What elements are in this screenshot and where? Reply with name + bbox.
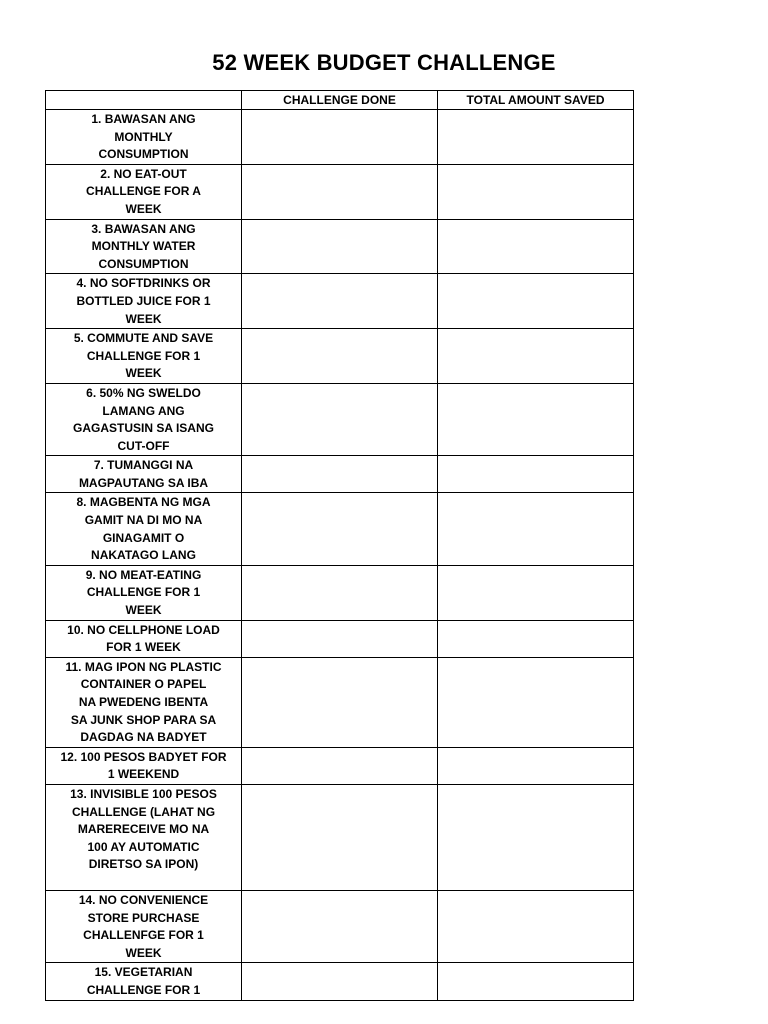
amount-saved-cell[interactable] (438, 219, 634, 274)
amount-saved-cell[interactable] (438, 963, 634, 1000)
amount-saved-cell[interactable] (438, 657, 634, 747)
table-row (46, 383, 634, 455)
amount-saved-cell[interactable] (438, 493, 634, 565)
table-row (46, 274, 634, 329)
amount-saved-cell[interactable] (438, 383, 634, 455)
amount-saved-cell[interactable] (438, 890, 634, 962)
challenge-text: 15. VEGETARIAN CHALLENGE FOR 1 (86, 965, 201, 997)
table-row (46, 890, 634, 962)
header-challenge-done: CHALLENGE DONE (242, 91, 438, 110)
challenge-text: 8. MAGBENTA NG MGA GAMIT NA DI MO NA GINAGAMIT O NAKATAGO LANG (76, 495, 211, 563)
challenge-done-cell[interactable] (242, 620, 438, 657)
amount-saved-cell[interactable] (438, 456, 634, 493)
amount-saved-cell[interactable] (438, 329, 634, 384)
challenge-cell (46, 493, 242, 565)
table-row (46, 329, 634, 384)
challenge-text: 1. BAWASAN ANG MONTHLY CONSUMPTION (91, 112, 196, 162)
challenge-done-cell[interactable] (242, 219, 438, 274)
table-row (46, 784, 634, 890)
page-title: 52 WEEK BUDGET CHALLENGE (212, 50, 556, 75)
amount-saved-cell[interactable] (438, 565, 634, 620)
amount-saved-cell[interactable] (438, 747, 634, 784)
table-row (46, 219, 634, 274)
header-challenge (46, 91, 242, 110)
challenge-done-cell[interactable] (242, 747, 438, 784)
challenge-cell (46, 110, 242, 165)
table-row (46, 747, 634, 784)
challenge-cell (46, 164, 242, 219)
amount-saved-cell[interactable] (438, 110, 634, 165)
challenge-cell (46, 784, 242, 890)
challenge-text: 11. MAG IPON NG PLASTIC CONTAINER O PAPEL NA PWEDENG IBENTA SA JUNK SHOP PARA SA DAGDAG NA BADYET (65, 659, 222, 745)
amount-saved-cell[interactable] (438, 274, 634, 329)
challenge-text: 7. TUMANGGI NA MAGPAUTANG SA IBA (78, 458, 209, 490)
amount-saved-cell[interactable] (438, 620, 634, 657)
amount-saved-cell[interactable] (438, 164, 634, 219)
challenge-done-cell[interactable] (242, 383, 438, 455)
challenge-cell (46, 747, 242, 784)
challenge-text: 6. 50% NG SWELDO LAMANG ANG GAGASTUSIN SA ISANG CUT-OFF (73, 385, 214, 453)
challenge-done-cell[interactable] (242, 890, 438, 962)
table-row (46, 963, 634, 1000)
challenge-done-cell[interactable] (242, 565, 438, 620)
challenge-done-cell[interactable] (242, 110, 438, 165)
challenge-cell (46, 329, 242, 384)
challenge-text: 9. NO MEAT-EATING CHALLENGE FOR 1 WEEK (85, 567, 202, 618)
challenge-done-cell[interactable] (242, 963, 438, 1000)
table-row (46, 565, 634, 620)
challenge-table (45, 90, 634, 1001)
challenge-cell (46, 565, 242, 620)
table-row (46, 657, 634, 747)
challenge-text: 14. NO CONVENIENCE STORE PURCHASE CHALLENFGE FOR 1 WEEK (78, 892, 209, 960)
table-row (46, 110, 634, 165)
challenge-cell (46, 274, 242, 329)
challenge-cell (46, 963, 242, 1000)
challenge-text: 10. NO CELLPHONE LOAD FOR 1 WEEK (67, 622, 220, 655)
challenge-text: 2. NO EAT-OUT CHALLENGE FOR A WEEK (86, 166, 201, 216)
challenge-done-cell[interactable] (242, 164, 438, 219)
header-total-amount-saved: TOTAL AMOUNT SAVED (438, 91, 634, 110)
challenge-done-cell[interactable] (242, 274, 438, 329)
table-header-row (46, 91, 634, 110)
table-row (46, 456, 634, 493)
challenge-cell (46, 383, 242, 455)
challenge-done-cell[interactable] (242, 493, 438, 565)
challenge-cell (46, 890, 242, 962)
challenge-done-cell[interactable] (242, 329, 438, 384)
challenge-done-cell[interactable] (242, 784, 438, 890)
challenge-text: 5. COMMUTE AND SAVE CHALLENGE FOR 1 WEEK (73, 331, 214, 381)
challenge-done-cell[interactable] (242, 657, 438, 747)
table-row (46, 164, 634, 219)
challenge-cell (46, 456, 242, 493)
challenge-text: 12. 100 PESOS BADYET FOR 1 WEEKEND (60, 749, 227, 782)
table-row (46, 493, 634, 565)
challenge-cell (46, 657, 242, 747)
challenge-done-cell[interactable] (242, 456, 438, 493)
challenge-text: 13. INVISIBLE 100 PESOS CHALLENGE (LAHAT NG MARERECEIVE MO NA 100 AY AUTOMATIC DIRETSO SA IPON) (70, 786, 217, 872)
challenge-cell (46, 219, 242, 274)
table-row (46, 620, 634, 657)
challenge-cell (46, 620, 242, 657)
challenge-text: 3. BAWASAN ANG MONTHLY WATER CONSUMPTION (91, 221, 196, 271)
challenge-text: 4. NO SOFTDRINKS OR BOTTLED JUICE FOR 1 WEEK (76, 276, 211, 326)
amount-saved-cell[interactable] (438, 784, 634, 890)
